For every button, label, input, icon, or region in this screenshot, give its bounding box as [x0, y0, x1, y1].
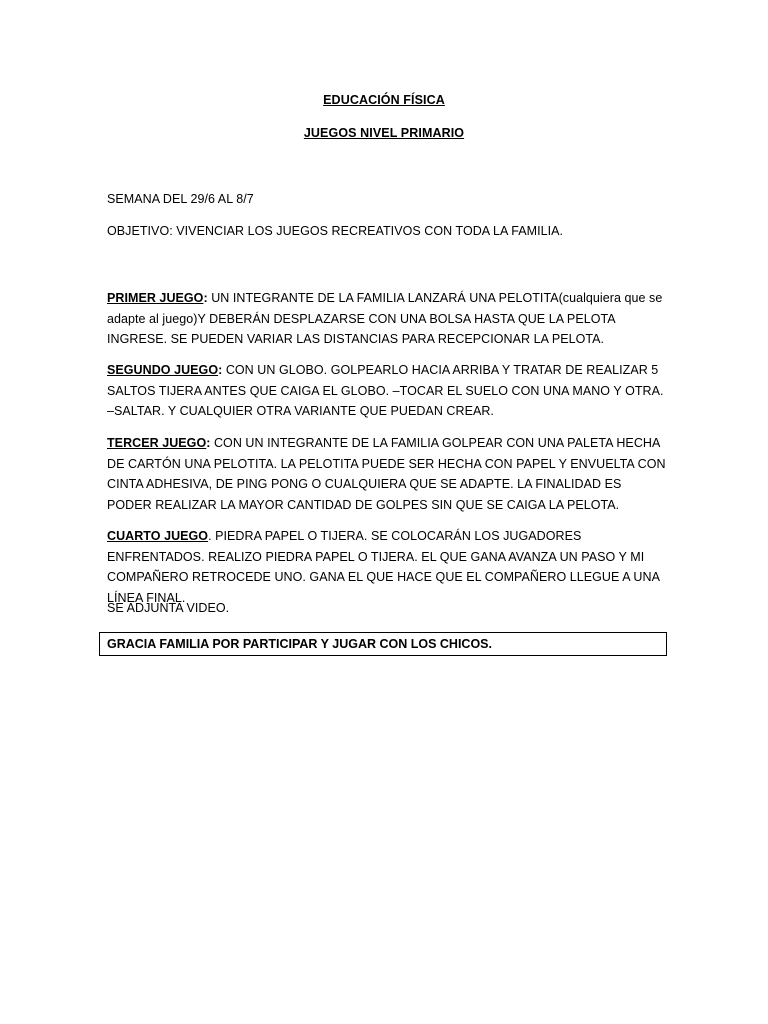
game-4-label: CUARTO JUEGO	[107, 529, 209, 543]
game-1-paragraph	[107, 288, 667, 350]
game-1-text: UN INTEGRANTE DE LA FAMILIA LANZARÁ UNA PELOTITA(cualquiera que se adapte al juego)Y DEBERÁN DESPLAZARSE CON UNA BOLSA HASTA QUE LA PELOTA INGRESE. SE PUEDEN VARIAR LAS DISTANCIAS PARA RECEPCIONAR LA PELOTA.	[107, 291, 663, 346]
game-2-paragraph	[107, 360, 667, 422]
game-4-separator: .	[208, 529, 212, 543]
game-3-label: TERCER JUEGO	[107, 436, 207, 450]
objective-label: OBJETIVO:	[107, 224, 173, 238]
objective-text: VIVENCIAR LOS JUEGOS RECREATIVOS CON TODA LA FAMILIA.	[172, 224, 564, 238]
game-2-text: CON UN GLOBO. GOLPEARLO HACIA ARRIBA Y TRATAR DE REALIZAR 5 SALTOS TIJERA ANTES QUE CAIGA EL GLOBO. –TOCAR EL SUELO CON UNA MANO Y OTRA. –SALTAR. Y CUALQUIER OTRA VARIANTE QUE PUEDAN CREAR.	[107, 363, 664, 418]
week-line: SEMANA DEL 29/6 AL 8/7	[107, 192, 254, 206]
document-subtitle: JUEGOS NIVEL PRIMARIO	[303, 126, 465, 140]
game-3-paragraph	[107, 433, 667, 515]
game-3-separator: :	[206, 436, 211, 450]
objective-line	[107, 224, 563, 238]
game-1-separator: :	[203, 291, 208, 305]
game-4-text: PIEDRA PAPEL O TIJERA. SE COLOCARÁN LOS JUGADORES ENFRENTADOS. REALIZO PIEDRA PAPEL O TIJERA. EL QUE GANA AVANZA UN PASO Y MI COMPAÑERO RETROCEDE UNO. GANA EL QUE HACE QUE EL COMPAÑERO LLEGUE A UNA LÍNEA FINAL.	[107, 529, 660, 605]
game-4-paragraph	[107, 526, 667, 608]
game-1-label: PRIMER JUEGO	[107, 291, 204, 305]
game-2-separator: :	[218, 363, 223, 377]
thanks-text: GRACIA FAMILIA POR PARTICIPAR Y JUGAR CON LOS CHICOS.	[107, 637, 492, 651]
thanks-box	[99, 632, 667, 656]
document-title: EDUCACIÓN FÍSICA	[323, 93, 445, 107]
video-note: SE ADJUNTA VIDEO.	[107, 601, 230, 615]
game-2-label: SEGUNDO JUEGO	[107, 363, 219, 377]
game-3-text: CON UN INTEGRANTE DE LA FAMILIA GOLPEAR CON UNA PALETA HECHA DE CARTÓN UNA PELOTITA. LA PELOTITA PUEDE SER HECHA CON PAPEL Y ENVUELTA CON CINTA ADHESIVA, DE PING PONG O CUALQUIERA QUE SE ADAPTE. LA FINALIDAD ES PODER REALIZAR LA MAYOR CANTIDAD DE GOLPES SIN QUE SE CAIGA LA PELOTA.	[107, 436, 666, 512]
